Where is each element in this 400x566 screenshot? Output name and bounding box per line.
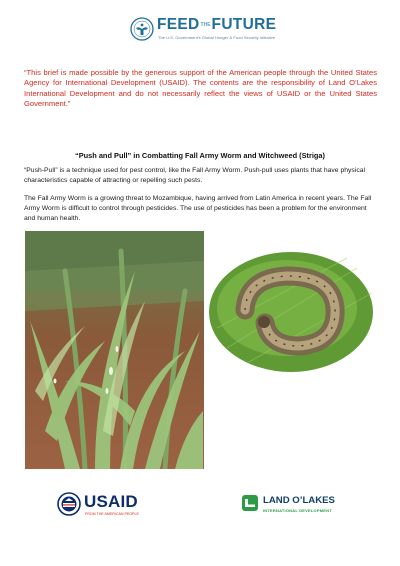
maize-field-photo	[25, 231, 204, 469]
brand-the: THE	[200, 22, 211, 28]
usaid-logo	[57, 492, 157, 522]
usaid-seal-icon	[57, 492, 81, 516]
fall-army-worm-photo	[207, 248, 375, 374]
brand-wordmark	[157, 16, 276, 34]
usaid-wordmark: USAID	[84, 492, 138, 511]
brand-feed: FEED	[157, 16, 200, 34]
brief-title: “Push and Pull” in Combatting Fall Army Worm and Witchweed (Striga)	[75, 151, 325, 160]
land-o-lakes-mark-icon	[241, 494, 259, 512]
land-o-lakes-tagline: INTERNATIONAL DEVELOPMENT	[263, 508, 332, 513]
feed-the-future-logo	[130, 16, 280, 46]
land-o-lakes-logo	[241, 492, 351, 522]
us-seal-icon	[130, 17, 154, 41]
disclaimer-text: “This brief is made possible by the generous support of the American people through the United States Agency for International Development (USAID). The contents are the responsibility of Land O’Lakes International Development and do not necessarily reflect the views of USAID or the United States Government.”	[24, 68, 377, 108]
brand-tagline: The U.S. Government's Global Hunger & Food Security Initiative	[158, 35, 276, 40]
brand-future: FUTURE	[211, 16, 277, 34]
usaid-tagline: FROM THE AMERICAN PEOPLE	[85, 512, 139, 516]
land-o-lakes-wordmark: LAND O’LAKES	[263, 495, 335, 506]
threat-paragraph: The Fall Army Worm is a growing threat to Mozambique, having arrived from Latin America in recent years. The Fall Army Worm is difficult to control through pesticides. The use of pesticides has been a problem for the environment and human health.	[24, 195, 372, 222]
intro-paragraph: “Push-Pull” is a technique used for pest control, like the Fall Army Worm. Push-pull uses plants that have physical characteristics capable of attracting or repelling such pests.	[24, 167, 366, 184]
